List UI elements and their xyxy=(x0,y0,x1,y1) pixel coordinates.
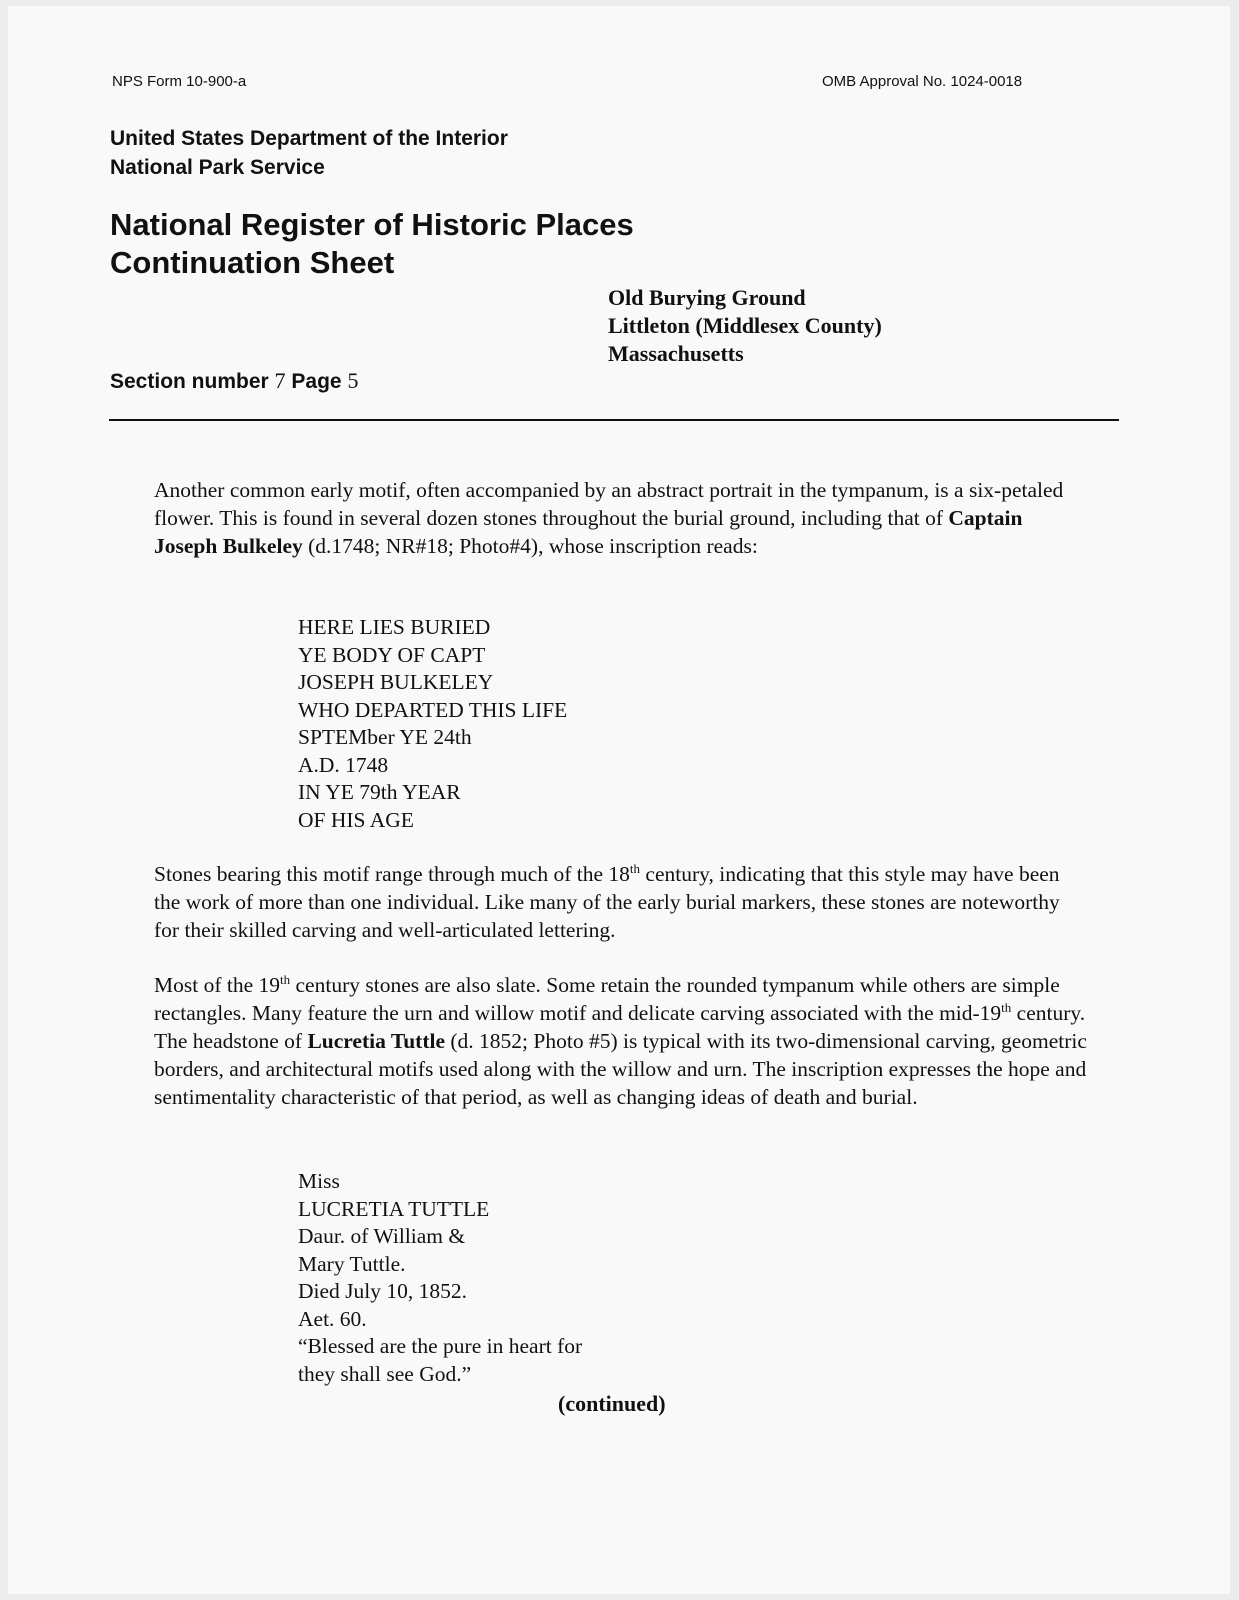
document-title xyxy=(110,206,634,282)
para1-text-start: Another common early motif, often accompanied by an abstract portrait in the tympanum, is a six-petaled flower. This is found in several dozen stones throughout the burial ground, including that of xyxy=(154,478,1064,530)
paragraph-flower-motif xyxy=(154,476,1089,560)
agency-department: United States Department of the Interior xyxy=(110,127,508,150)
inscription-line: HERE LIES BURIED xyxy=(298,615,491,639)
para2-text-start: Stones bearing this motif range through much of the 18 xyxy=(154,862,630,886)
continued-note: (continued) xyxy=(558,1391,666,1416)
paragraph-18th-century xyxy=(154,860,1089,944)
agency-service: National Park Service xyxy=(110,156,325,179)
inscription-line: JOSEPH BULKELEY xyxy=(298,670,494,694)
para3-text-3: century. The headstone of xyxy=(154,1001,1086,1053)
property-block xyxy=(608,284,882,368)
inscription-line: WHO DEPARTED THIS LIFE xyxy=(298,697,568,722)
inscription-line: LUCRETIA TUTTLE xyxy=(298,1196,490,1221)
para3-text-2: century stones are also slate. Some retain the rounded tympanum while others are simple rectangles. Many feature the urn and willow motif and delicate carving associated with the mid-19 xyxy=(154,973,1060,1025)
superscript: th xyxy=(1001,999,1012,1015)
omb-approval: OMB Approval No. 1024-0018 xyxy=(822,73,1023,90)
form-number: NPS Form 10-900-a xyxy=(112,73,247,90)
section-number: 7 xyxy=(274,368,286,393)
inscription-line: A.D. 1748 xyxy=(298,752,389,777)
page-number: 5 xyxy=(347,368,359,393)
bulkeley-inscription xyxy=(298,614,567,834)
inscription-line: “Blessed are the pure in heart for xyxy=(298,1334,583,1358)
property-name: Old Burying Ground xyxy=(608,285,806,310)
para3-text-1: Most of the 19 xyxy=(154,973,281,997)
agency-block xyxy=(110,124,508,182)
para3-text-4: (d. 1852; Photo #5) is typical with its two-dimensional carving, geometric borders, and architectural motifs used along with the willow and urn. The inscription expresses the hope and sentimentality characteristic of that period, as well as changing ideas of death and burial. xyxy=(154,1029,1087,1109)
superscript: th xyxy=(280,971,291,987)
inscription-line: YE BODY OF CAPT xyxy=(298,642,486,667)
inscription-line: they shall see God.” xyxy=(298,1361,472,1386)
para2-text-end: century, indicating that this style may have been the work of more than one individual. Like many of the early burial markers, these stones are noteworthy for their skilled carving and well-articulated lettering. xyxy=(154,862,1060,942)
section-page-line xyxy=(110,368,358,394)
superscript: th xyxy=(629,860,641,876)
inscription-line: Daur. of William & xyxy=(298,1224,466,1248)
header-divider xyxy=(109,419,1119,421)
inscription-line: Miss xyxy=(298,1169,340,1193)
inscription-line: IN YE 79th YEAR xyxy=(298,780,461,804)
tuttle-inscription xyxy=(298,1168,582,1388)
property-state: Massachusetts xyxy=(608,341,744,366)
page-label: Page xyxy=(291,370,342,393)
section-label: Section number xyxy=(110,370,269,393)
para1-text-end: (d.1748; NR#18; Photo#4), whose inscription reads: xyxy=(302,534,758,558)
tuttle-name: Lucretia Tuttle xyxy=(307,1029,446,1053)
paragraph-19th-century xyxy=(154,971,1089,1111)
title-register: National Register of Historic Places xyxy=(110,207,634,242)
inscription-line: SPTEMber YE 24th xyxy=(298,725,472,749)
inscription-line: Mary Tuttle. xyxy=(298,1251,406,1276)
bulkeley-name: Captain Joseph Bulkeley xyxy=(154,506,1023,558)
document-page xyxy=(8,6,1230,1594)
inscription-line: OF HIS AGE xyxy=(298,807,414,832)
title-continuation: Continuation Sheet xyxy=(110,245,395,280)
property-location: Littleton (Middlesex County) xyxy=(608,313,882,338)
inscription-line: Died July 10, 1852. xyxy=(298,1279,468,1303)
inscription-line: Aet. 60. xyxy=(298,1306,367,1331)
